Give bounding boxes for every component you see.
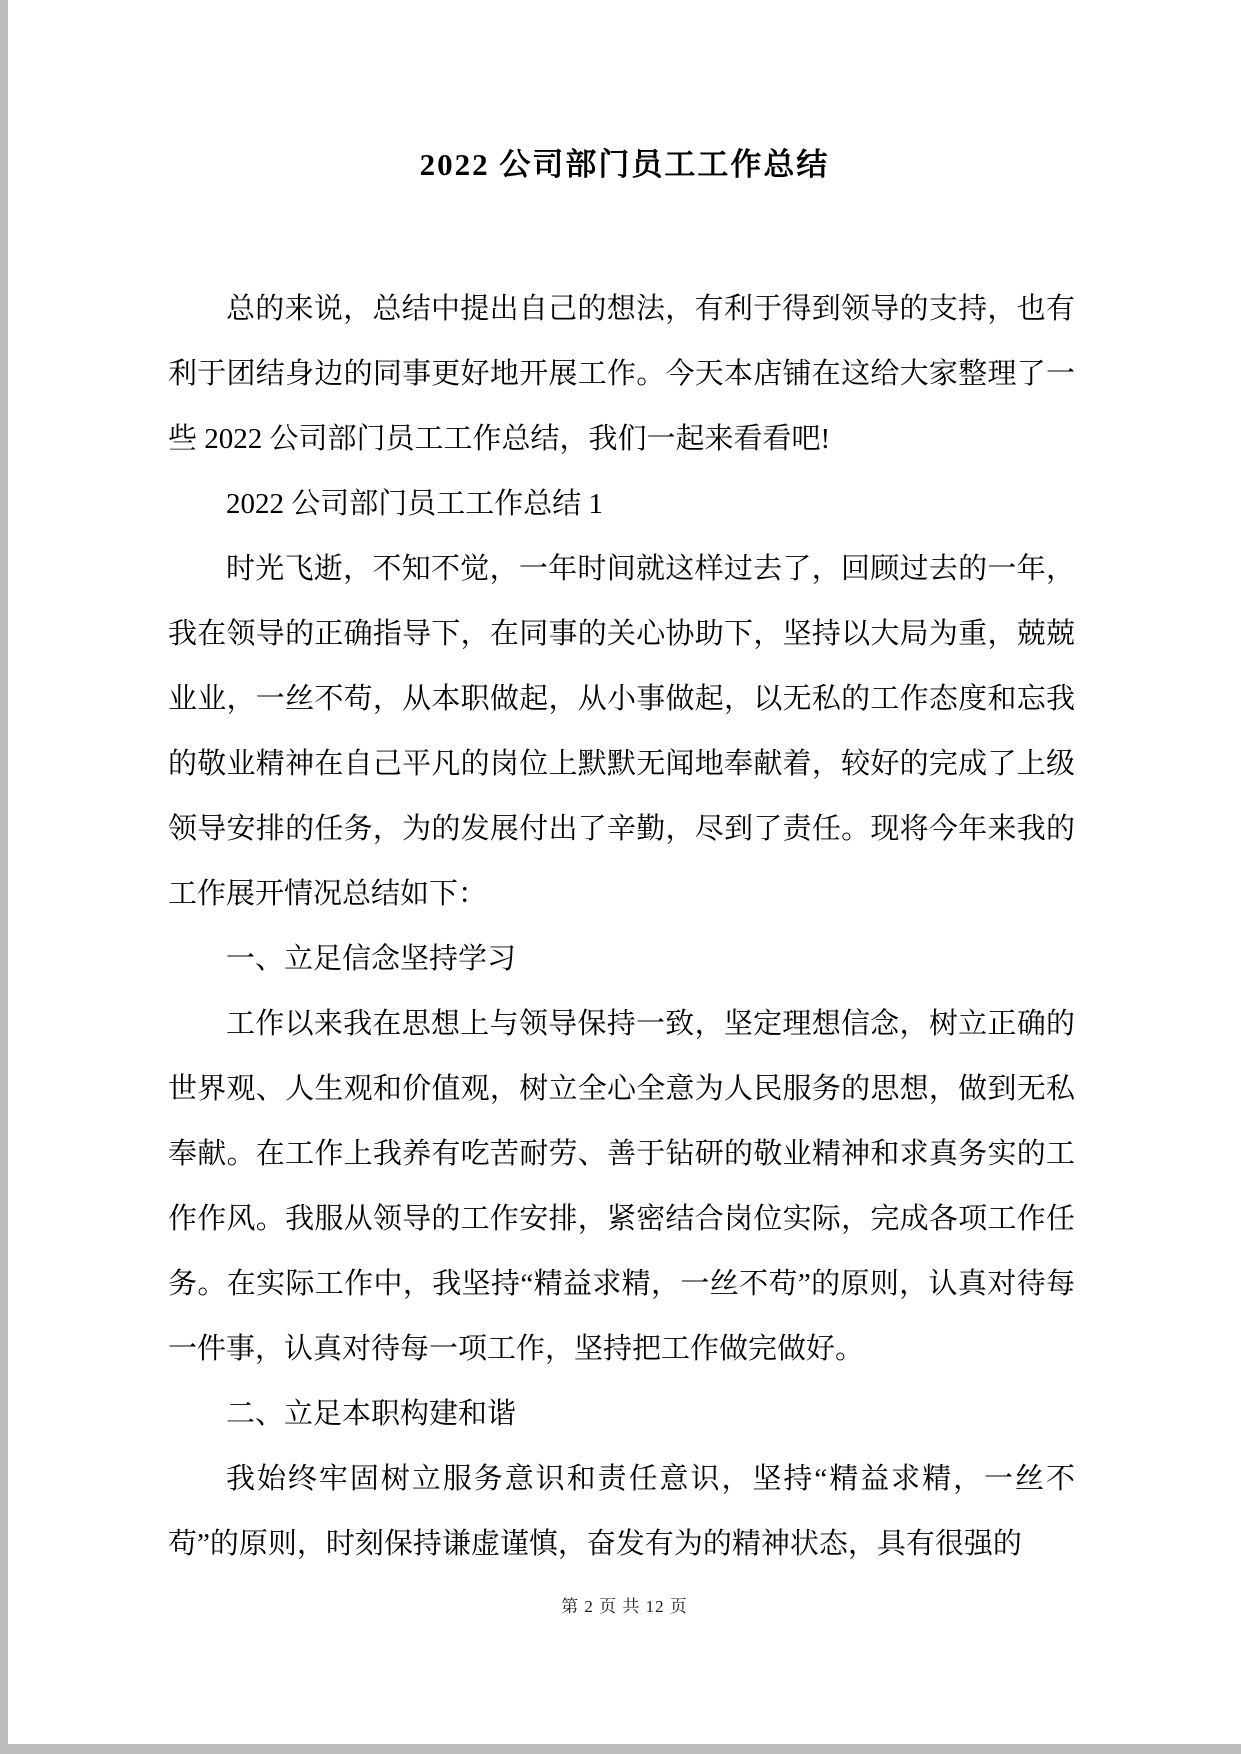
paragraph-intro: 总的来说，总结中提出自己的想法，有利于得到领导的支持，也有利于团结身边的同事更好地开展工作。今天本店铺在这给大家整理了一些 2022 公司部门员工工作总结，我们一起来看看吧! [168,293,1075,455]
page-number-footer: 第 2 页 共 12 页 [561,1597,688,1616]
paragraph-year-review: 时光飞逝，不知不觉，一年时间就这样过去了，回顾过去的一年，我在领导的正确指导下，在同事的关心协助下，坚持以大局为重，兢兢业业，一丝不苟，从本职做起，从小事做起，以无私的工作态度和忘我的敬业精神在自己平凡的岗位上默默无闻地奉献着，较好的完成了上级领导安排的任务，为的发展付出了辛勤，尽到了责任。现将今年来我的工作展开情况总结如下： [168,553,1075,910]
section-heading-2: 二、立足本职构建和谐 [226,1398,517,1430]
paragraph-section-1: 工作以来我在思想上与领导保持一致，坚定理想信念，树立正确的世界观、人生观和价值观，树立全心全意为人民服务的思想，做到无私奉献。在工作上我养有吃苦耐劳、善于钻研的敬业精神和求真务实的工作作风。我服从领导的工作安排，紧密结合岗位实际，完成各项工作任务。在实际工作中，我坚持“精益求精，一丝不苟”的原则，认真对待每一件事，认真对待每一项工作，坚持把工作做完做好。 [168,1008,1075,1365]
subtitle-summary-1: 2022 公司部门员工工作总结 1 [226,488,604,520]
document-body [8,277,1241,1577]
section-heading-1: 一、立足信念坚持学习 [226,943,517,975]
document-page [8,0,1241,1744]
document-title: 2022 公司部门员工工作总结 [419,147,830,182]
paragraph-section-2: 我始终牢固树立服务意识和责任意识，坚持“精益求精，一丝不苟”的原则，时刻保持谦虚谨慎，奋发有为的精神状态，具有很强的 [168,1463,1075,1560]
